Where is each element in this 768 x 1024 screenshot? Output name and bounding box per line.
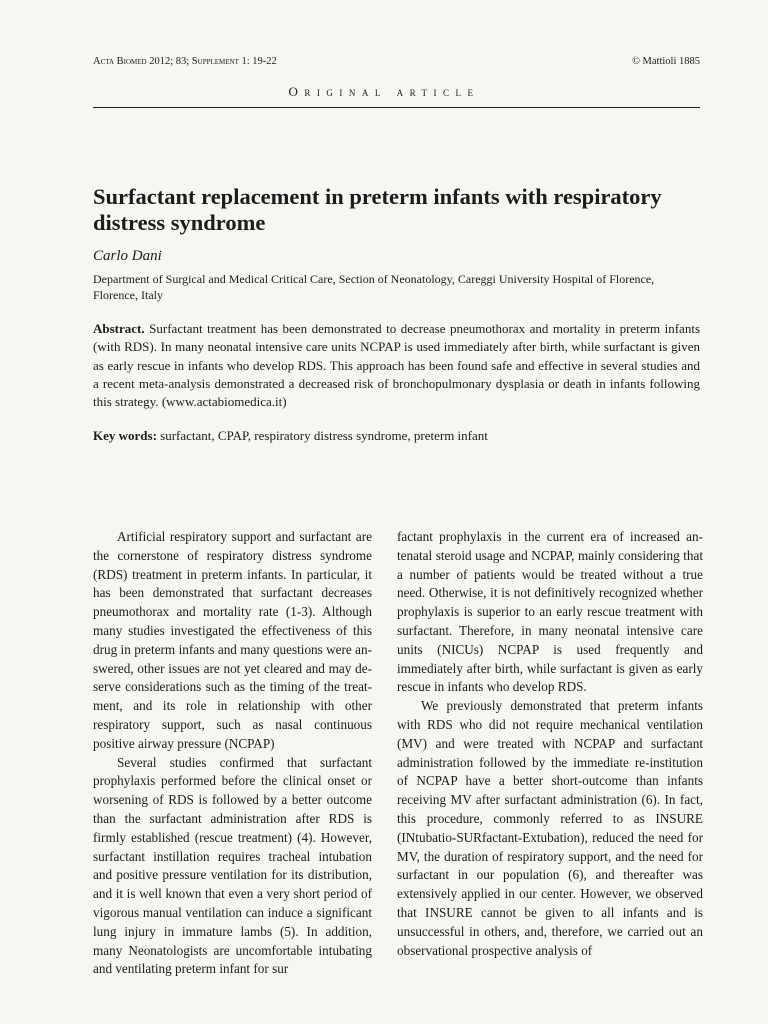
keywords xyxy=(93,428,700,444)
journal-citation: Acta Biomed 2012; 83; Supplement 1: 19-22 xyxy=(93,56,277,67)
running-header xyxy=(93,56,700,67)
keywords-label: Key words: xyxy=(93,428,157,443)
body-paragraph: We previously demonstrated that preterm infants with RDS who did not require mechanical ventilation (MV) and were treated with NCPAP and surfactant administration followed by the immediate re-institution of NCPAP have a better short-outcome than infants receiving MV after surfactant administration (6). In fact, this procedure, commonly referred to as INSURE (INtubatio-SURfactant-Extubation), reduced the need for MV, the duration of respiratory support, and the need for surfactant in our population (6), and thereafter was extensively applied in our center. However, we observed that INSURE cannot be given to all infants and is unsuccessful in others, and, therefore, we carried out an observational prospective analysis of xyxy=(397,698,703,958)
abstract-label: Abstract. xyxy=(93,321,145,336)
body-paragraph: Several studies confirmed that surfactant prophylaxis performed before the clinical onset or worsening of RDS is followed by a better outcome than the surfactant administration after RDS is firmly established (rescue treatment) (4). However, surfactant instillation requires tracheal intubation and positive pressure ventilation for its distribution, and it is well known that even a very short period of vigorous manual ventilation can induce a significant lung injury in immature lambs (5). In addition, many Neonatologists are uncomfortable intubating and ventilating preterm infant for sur xyxy=(93,754,372,977)
author-name: Carlo Dani xyxy=(93,248,162,264)
abstract-text: Surfactant treatment has been demonstrated to decrease pneumothorax and mortality in preterm infants (with RDS). In many neonatal intensive care units NCPAP is used immediately after birth, while surfactant is given as early rescue in infants who develop RDS. This approach has been found safe and effective in several studies and a recent meta-analysis demonstrated a decreased risk of bronchopulmonary dysplasia or death in infants following this strategy. (www.actabiomedica.it) xyxy=(93,321,700,410)
body-column-right xyxy=(397,528,703,960)
abstract xyxy=(93,320,700,411)
body-paragraph: Artificial respiratory support and surfactant are the cornerstone of respiratory distress syndrome (RDS) treatment in preterm infants. In particular, it has been demonstrated that surfactant decreases pneumothorax and mortality rate (1-3). Although many studies investigated the effectiveness of this drug in preterm infants and many questions were answered, other issues are not yet cleared and may deserve considerations such as the timing of the treatment, and its role in relationship with other respiratory support, such as nasal continuous positive airway pressure (NCPAP) xyxy=(93,529,372,751)
copyright-notice: © Mattioli 1885 xyxy=(631,56,700,67)
article-title: Surfactant replacement in preterm infants with respiratory distress syndrome xyxy=(93,184,662,235)
keywords-text: surfactant, CPAP, respiratory distress syndrome, preterm infant xyxy=(160,428,488,443)
header-rule xyxy=(93,107,700,108)
section-label: Original article xyxy=(288,84,480,99)
author-affiliation: Department of Surgical and Medical Critical Care, Section of Neonatology, Careggi University Hospital of Florence, Florence, Italy xyxy=(93,272,655,302)
body-paragraph: factant prophylaxis in the current era of increased antenatal steroid usage and NCPAP, mainly considering that a number of patients would be treated without a true need. Otherwise, it is not definitively recognized whether prophylaxis is superior to an early rescue treatment with surfactant. Therefore, in many neonatal intensive care units (NICUs) NCPAP is used frequently and immediately after birth, while surfactant is given as early rescue in infants who develop RDS. xyxy=(397,529,703,695)
body-column-left xyxy=(93,528,372,979)
